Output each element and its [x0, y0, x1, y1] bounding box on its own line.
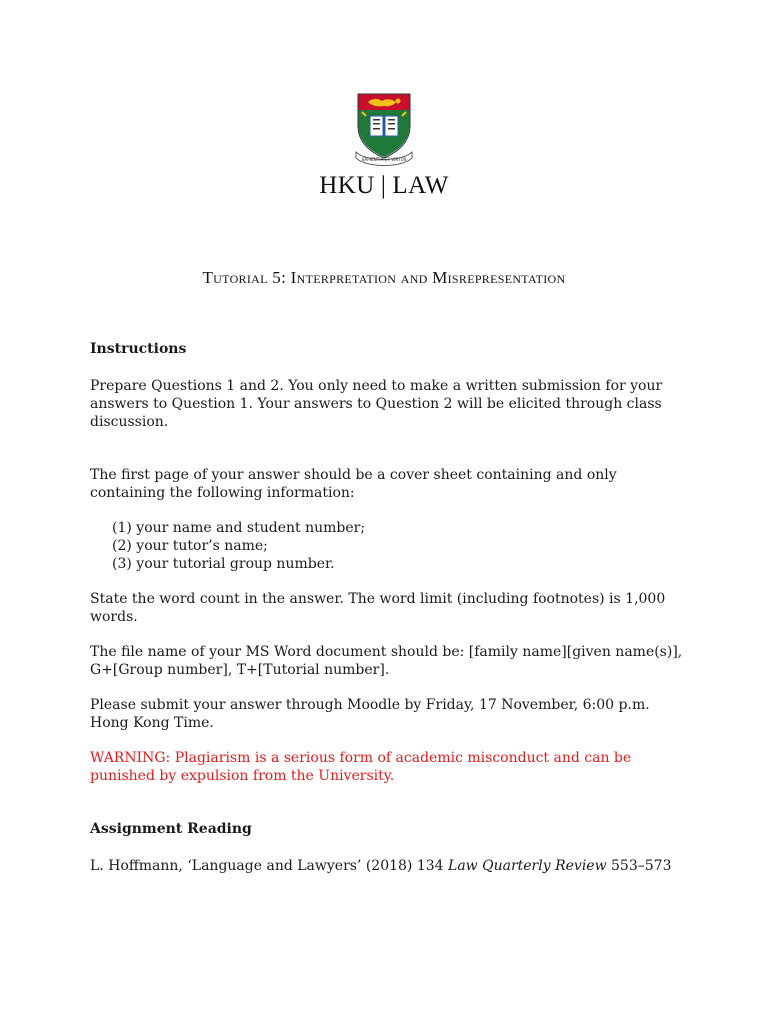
- citation-pages: 553–573: [606, 858, 672, 874]
- brand-right: LAW: [392, 172, 449, 199]
- document-title: Tutorial 5: Interpretation and Misrepresentation: [202, 268, 566, 287]
- instructions-heading: Instructions: [90, 341, 187, 357]
- instructions-para-5: Please submit your answer through Moodle by Friday, 17 November, 6:00 p.m. Hong Kong Time.: [90, 697, 650, 731]
- instructions-para-2: The first page of your answer should be a cover sheet containing and only containing the following information:: [90, 467, 617, 501]
- citation-journal: Law Quarterly Review: [448, 858, 607, 874]
- cover-sheet-list: [90, 519, 690, 573]
- instructions-para-1: Prepare Questions 1 and 2. You only need to make a written submission for your answers to Question 1. Your answers to Question 2 will be elicited through class discussion.: [90, 378, 663, 430]
- reading-citation: [90, 857, 690, 875]
- instructions-para-3: State the word count in the answer. The word limit (including footnotes) is 1,000 words.: [90, 591, 666, 625]
- university-crest-logo: [354, 92, 414, 168]
- instructions-para-4: The file name of your MS Word document should be: [family name][given name(s)], G+[Group number], T+[Tutorial number].: [90, 644, 683, 678]
- list-item: (2) your tutor’s name;: [112, 538, 268, 554]
- crest-icon: [354, 92, 414, 168]
- crest-motto: SAPIENTIA ET VIRTUS: [361, 157, 407, 162]
- reading-heading: Assignment Reading: [90, 821, 252, 837]
- brand-separator: |: [380, 172, 387, 199]
- plagiarism-warning: WARNING: Plagiarism is a serious form of academic misconduct and can be punished by expulsion from the University.: [90, 750, 632, 784]
- list-item: (1) your name and student number;: [112, 520, 366, 536]
- document-body: [90, 340, 690, 875]
- brand-left: HKU: [319, 172, 375, 199]
- list-item: (3) your tutorial group number.: [112, 556, 335, 572]
- citation-author-title: L. Hoffmann, ‘Language and Lawyers’ (2018) 134: [90, 858, 449, 874]
- faculty-wordmark: [0, 172, 768, 200]
